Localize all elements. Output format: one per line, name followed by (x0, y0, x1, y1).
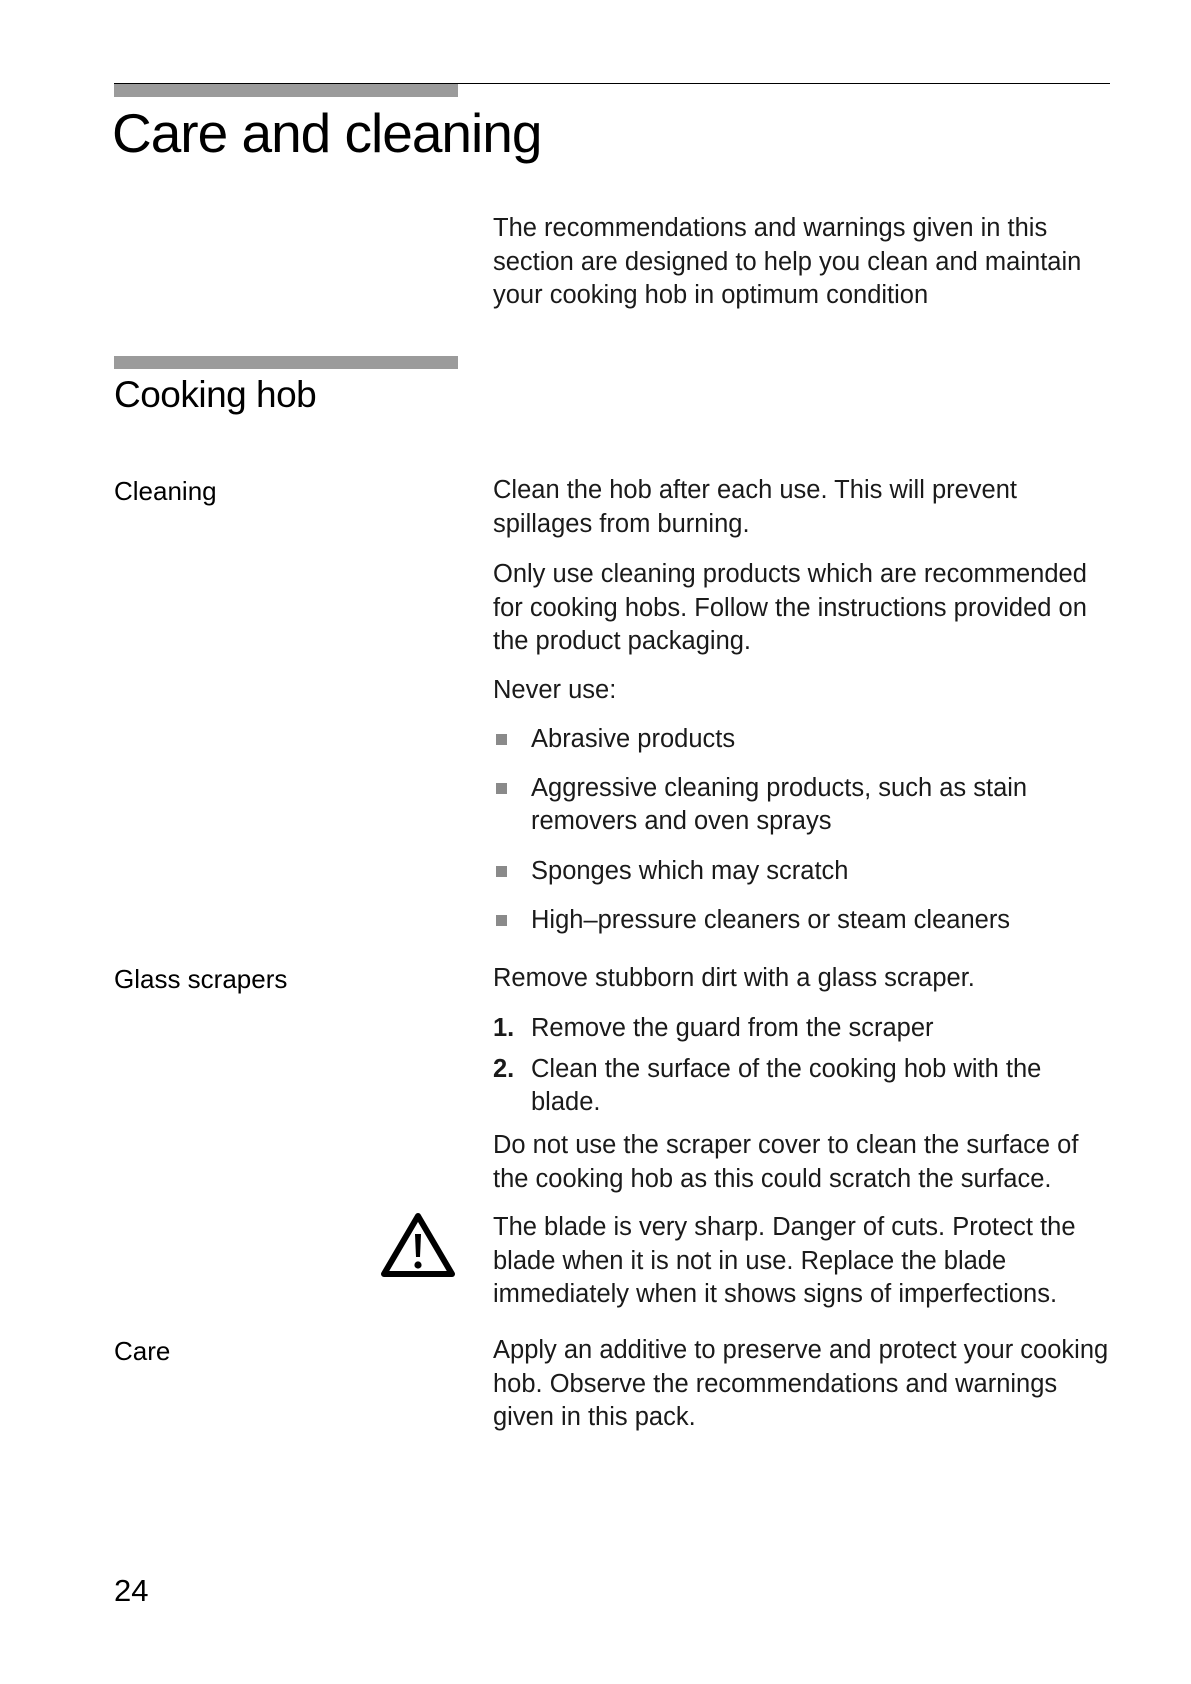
square-bullet-icon (496, 783, 507, 794)
cleaning-paragraph-2: Only use cleaning products which are recommended for cooking hobs. Follow the instructions provided on the product packaging. (493, 560, 1087, 655)
step-text: Remove the guard from the scraper (531, 1014, 934, 1042)
list-item (493, 855, 1113, 888)
list-item-text: Sponges which may scratch (531, 857, 849, 885)
step-item (493, 1012, 1113, 1045)
step-item (493, 1053, 1113, 1119)
square-bullet-icon (496, 734, 507, 745)
glass-scrapers-intro: Remove stubborn dirt with a glass scraper. (493, 964, 975, 992)
title-accent-bar (114, 84, 458, 97)
list-item-text: Abrasive products (531, 725, 736, 753)
step-number: 2. (493, 1055, 515, 1083)
warning-triangle-icon (380, 1210, 456, 1280)
square-bullet-icon (496, 866, 507, 877)
list-item-text: High–pressure cleaners or steam cleaners (531, 906, 1011, 934)
section-accent-bar (114, 356, 458, 369)
page-number: 24 (114, 1573, 149, 1608)
cleaning-paragraph-1: Clean the hob after each use. This will prevent spillages from burning. (493, 476, 1017, 538)
step-number: 1. (493, 1014, 515, 1042)
list-item-text: Aggressive cleaning products, such as stain removers and oven sprays (531, 774, 1028, 835)
step-text: Clean the surface of the cooking hob with the blade. (531, 1055, 1042, 1116)
list-item (493, 772, 1113, 838)
page-title: Care and cleaning (112, 102, 542, 164)
section-title: Cooking hob (114, 374, 317, 415)
care-text: Apply an additive to preserve and protect your cooking hob. Observe the recommendations and warnings given in this pack. (493, 1336, 1109, 1431)
square-bullet-icon (496, 915, 507, 926)
care-label: Care (114, 1336, 171, 1366)
glass-scrapers-label: Glass scrapers (114, 964, 288, 994)
list-item (493, 723, 1113, 756)
list-item (493, 904, 1113, 937)
intro-text: The recommendations and warnings given in this section are designed to help you clean and maintain your cooking hob in optimum condition (493, 214, 1082, 309)
never-use-heading: Never use: (493, 676, 617, 704)
warning-text: The blade is very sharp. Danger of cuts. Protect the blade when it is not in use. Replace the blade immediately when it shows signs of imperfections. (493, 1213, 1076, 1308)
cleaning-label: Cleaning (114, 476, 217, 506)
scraper-note: Do not use the scraper cover to clean the surface of the cooking hob as this could scratch the surface. (493, 1131, 1079, 1193)
